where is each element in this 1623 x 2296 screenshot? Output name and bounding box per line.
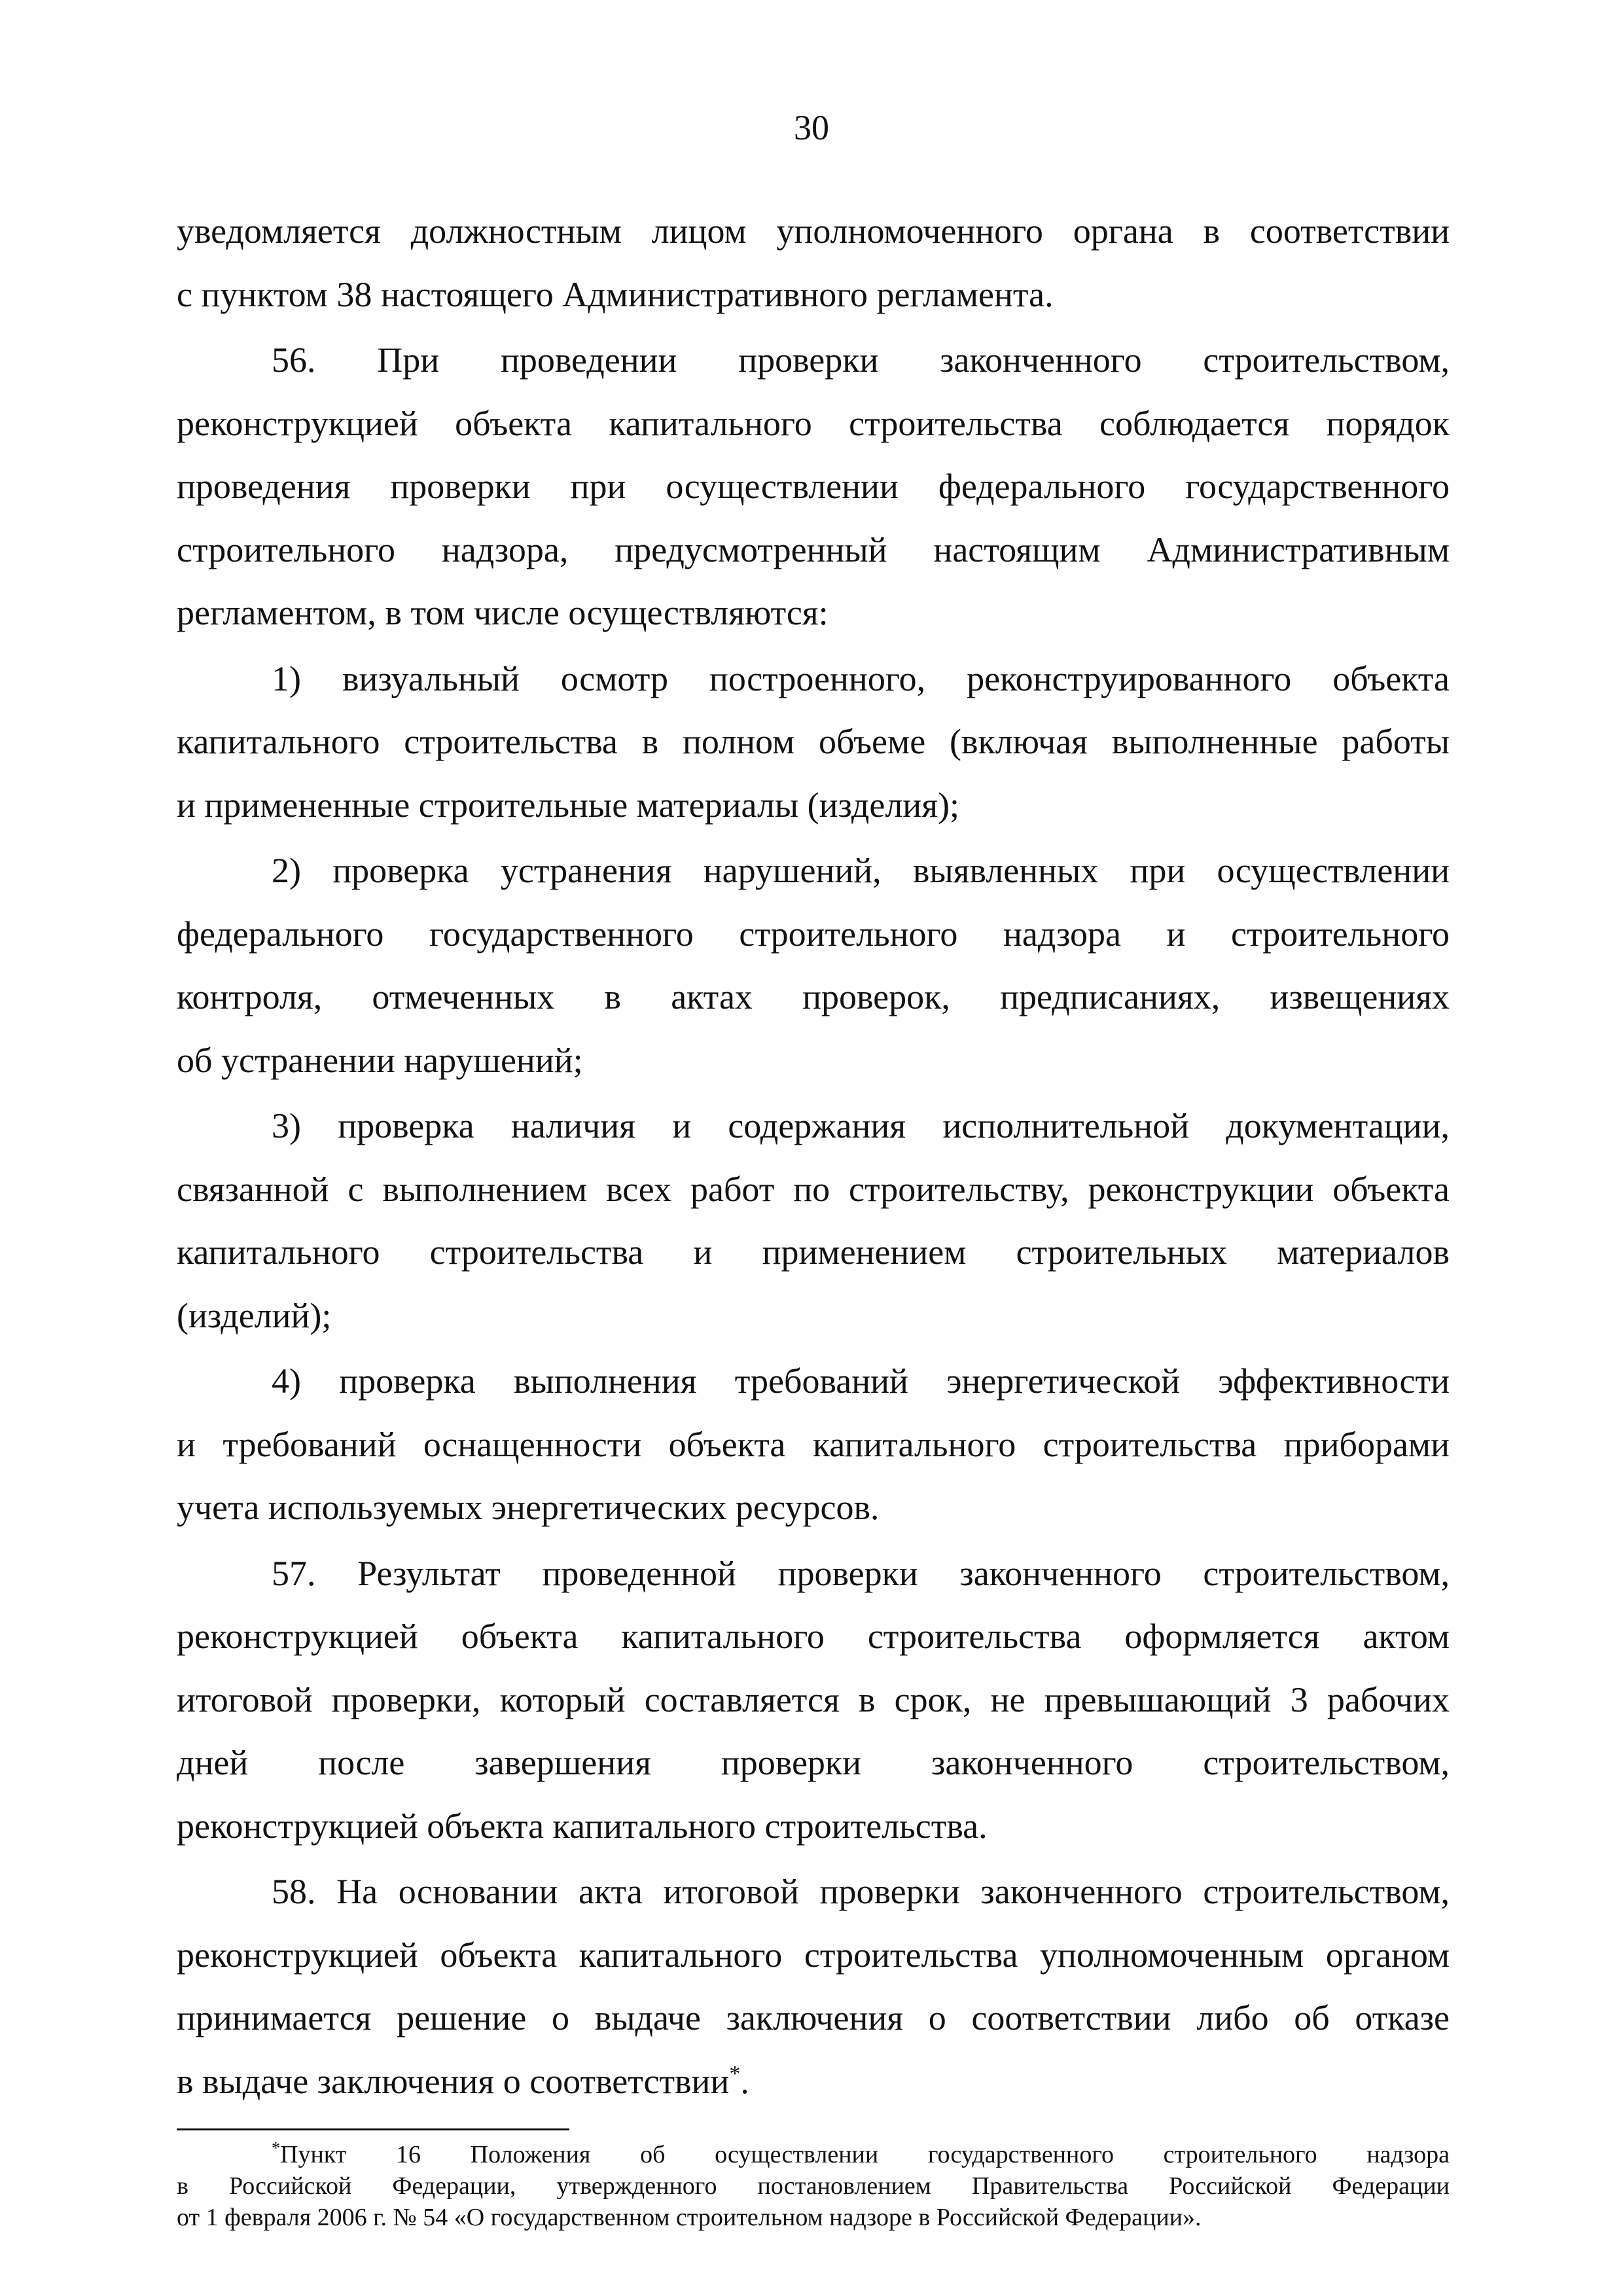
body-line: уведомляется должностным лицом уполномоченного органа в соответствии	[177, 211, 1450, 251]
paragraph-56-line: реконструкцией объекта капитального строительства соблюдается порядок	[177, 403, 1450, 443]
paragraph-58-line: реконструкцией объекта капитального строительства уполномоченным органом	[177, 1935, 1450, 1975]
paragraph-58-last-text: в выдаче заключения о соответствии	[177, 2061, 730, 2101]
list-item-3-line: 3) проверка наличия и содержания исполнительной документации,	[272, 1106, 1450, 1145]
list-item-4-line: 4) проверка выполнения требований энергетической эффективности	[272, 1361, 1450, 1401]
paragraph-58-line	[177, 2050, 1450, 2113]
list-item-3-line: связанной с выполнением всех работ по строительству, реконструкции объекта	[177, 1169, 1450, 1209]
body-line: с пунктом 38 настоящего Административного регламента.	[177, 274, 1054, 314]
page-number: 30	[794, 108, 829, 147]
list-item-1-line: и примененные строительные материалы (изделия);	[177, 785, 960, 825]
paragraph-58-end-punct: .	[740, 2061, 749, 2101]
footnote	[177, 2139, 1450, 2233]
paragraph-56-line: регламентом, в том числе осуществляются:	[177, 593, 829, 632]
paragraph-57-line: итоговой проверки, который составляется в срок, не превышающий 3 рабочих	[177, 1679, 1450, 1719]
paragraph-56-line: проведения проверки при осуществлении федерального государственного	[177, 467, 1450, 506]
paragraph-57-line: реконструкцией объекта капитального строительства оформляется актом	[177, 1617, 1450, 1656]
footnote-separator	[177, 2128, 569, 2130]
list-item-3-line: капитального строительства и применением строительных материалов	[177, 1232, 1450, 1272]
paragraph-57-line: реконструкцией объекта капитального строительства.	[177, 1806, 988, 1846]
paragraph-56-line: 56. При проведении проверки законченного строительством,	[272, 340, 1450, 380]
list-item-1-line: капитального строительства в полном объеме (включая выполненные работы	[177, 722, 1450, 761]
footnote-line	[177, 2139, 1450, 2170]
paragraph-57-line: дней после завершения проверки законченного строительством,	[177, 1743, 1450, 1782]
list-item-2-line: контроля, отмеченных в актах проверок, предписаниях, извещениях	[177, 977, 1450, 1016]
footnote-reference-mark: *	[729, 2061, 741, 2086]
list-item-3-line: (изделий);	[177, 1295, 332, 1335]
list-item-1-line: 1) визуальный осмотр построенного, реконструированного объекта	[272, 658, 1450, 698]
footnote-line: от 1 февраля 2006 г. № 54 «О государственном строительном надзоре в Российской Федерации».	[177, 2204, 1202, 2231]
list-item-2-line: федерального государственного строительного надзора и строительного	[177, 914, 1450, 954]
footnote-text: Пункт 16 Положения об осуществлении государственного строительного надзора	[280, 2141, 1450, 2168]
paragraph-58-line: 58. На основании акта итоговой проверки законченного строительством,	[272, 1872, 1450, 1911]
list-item-4-line: и требований оснащенности объекта капитального строительства приборами	[177, 1424, 1450, 1464]
list-item-4-line: учета используемых энергетических ресурсов.	[177, 1488, 880, 1527]
list-item-2-line: об устранении нарушений;	[177, 1040, 583, 1080]
paragraph-57-line: 57. Результат проведенной проверки законченного строительством,	[272, 1553, 1450, 1593]
footnote-line: в Российской Федерации, утвержденного постановлением Правительства Российской Федерации	[177, 2172, 1450, 2200]
list-item-2-line: 2) проверка устранения нарушений, выявленных при осуществлении	[272, 851, 1450, 890]
document-body	[177, 200, 1450, 2113]
footnote-mark: *	[272, 2138, 280, 2158]
paragraph-56-line: строительного надзора, предусмотренный настоящим Административным	[177, 529, 1450, 569]
paragraph-58-line: принимается решение о выдаче заключения о соответствии либо об отказе	[177, 1998, 1450, 2037]
